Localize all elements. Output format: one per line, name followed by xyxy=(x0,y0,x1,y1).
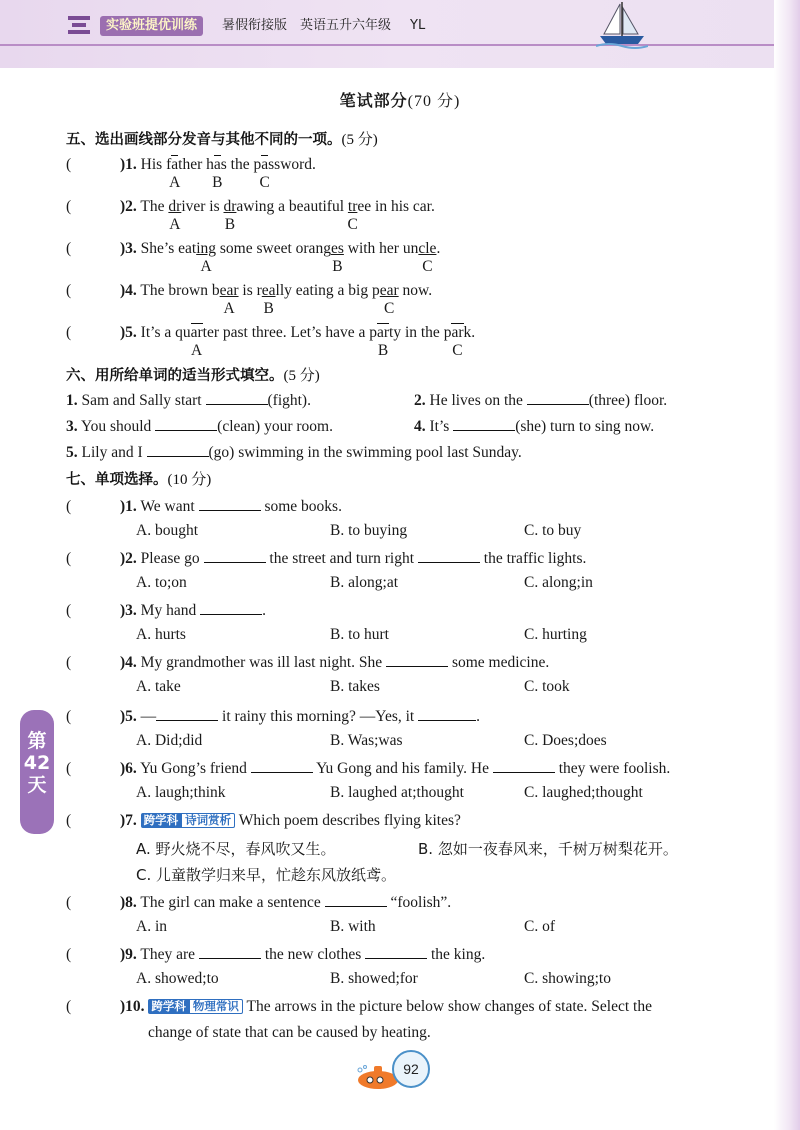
question-text: My hand xyxy=(140,602,197,619)
question-number: )9. xyxy=(120,946,137,963)
item-text: Lily and I xyxy=(81,444,143,461)
question-text: s the p xyxy=(220,156,262,173)
option-b: B. 忽如一夜春风来，千树万树梨花开。 xyxy=(418,840,678,858)
s7-question-3: ( )3. My hand . xyxy=(66,602,266,619)
question-text: lly eating a big p xyxy=(275,282,380,299)
answer-blank[interactable] xyxy=(200,600,262,615)
s7-question-2: ( )2. Please go the street and turn right the traffic lights. xyxy=(66,550,587,567)
question-text: ty in the p xyxy=(389,324,452,341)
question-text: They are xyxy=(140,946,196,963)
s6-item-5 xyxy=(66,442,522,462)
item-number: 1. xyxy=(66,392,78,409)
item-hint: (clean) your room. xyxy=(217,418,333,435)
item-number: 5. xyxy=(66,444,78,461)
question-text: Please go xyxy=(140,550,200,567)
option-c: C. of xyxy=(524,918,555,935)
answer-blank[interactable] xyxy=(418,706,476,721)
option-a: A. Did;did xyxy=(136,732,203,749)
question-text: We want xyxy=(140,498,195,515)
item-number: 4. xyxy=(414,418,426,435)
item-number: 3. xyxy=(66,418,78,435)
page-title xyxy=(0,88,800,111)
s6-item-3 xyxy=(66,416,333,436)
s5-question-1: ( )1. His fa A ther ha B s the pa C ssword. xyxy=(66,156,316,191)
question-text: The arrows in the picture below show changes of state. Select the xyxy=(246,998,652,1015)
side-tab-day: 42 xyxy=(23,752,51,774)
question-text: it rainy this morning? —Yes, it xyxy=(222,708,415,725)
item-hint: (fight). xyxy=(267,392,311,409)
question-text: ther h xyxy=(178,156,214,173)
question-number: )4. xyxy=(120,654,137,671)
s7-question-6: ( )6. Yu Gong’s friend Yu Gong and his family. He they were foolish. xyxy=(66,760,671,777)
section6-points: (5 分) xyxy=(283,368,320,384)
grade-label: 英语五升六年级 xyxy=(300,18,392,33)
page-number: 92 xyxy=(392,1050,430,1088)
option-b: B. along;at xyxy=(330,574,399,591)
s7-question-8: ( )8. The girl can make a sentence “foolish”. xyxy=(66,894,452,911)
option-b: B. laughed at;thought xyxy=(330,784,464,801)
question-number: )10. xyxy=(120,998,145,1015)
option-b: B. Was;was xyxy=(330,732,403,749)
question-number: )2. xyxy=(120,198,137,215)
edition-label: 暑假衔接版 xyxy=(222,18,288,33)
question-text: some medicine. xyxy=(451,654,550,671)
option-c-mark: a C xyxy=(259,156,270,191)
question-number: )3. xyxy=(120,602,137,619)
question-text: The brown b xyxy=(140,282,220,299)
option-b-mark: $\frac{es}{B}$ xyxy=(330,240,344,275)
question-number: )1. xyxy=(120,498,137,515)
question-text: My grandmother was ill last night. She xyxy=(140,654,383,671)
question-text: . xyxy=(476,708,480,725)
series-logo-icon xyxy=(66,14,92,36)
question-number: )5. xyxy=(120,708,137,725)
side-tab-suffix: 天 xyxy=(27,774,47,796)
question-text: . xyxy=(262,602,266,619)
question-text: some sweet orang xyxy=(216,240,331,257)
option-b-mark: $\frac{ea}{B}$ xyxy=(261,282,276,317)
s6-item-1 xyxy=(66,390,311,410)
page-edge-decoration xyxy=(774,0,800,1130)
question-number: )1. xyxy=(120,156,137,173)
subject-badge: 跨学科 xyxy=(141,813,182,828)
question-text: awing a beautiful xyxy=(236,198,348,215)
option-a: A. 野火烧不尽，春风吹又生。 xyxy=(136,840,336,858)
answer-blank[interactable] xyxy=(199,496,261,511)
s6-item-4 xyxy=(414,416,654,436)
s5-question-4: ( )4. The brown bear A is $r\frac{ea}{B}$ lly eating a big pear C now. xyxy=(66,282,433,317)
question-number: )8. xyxy=(120,894,137,911)
question-number: )7. xyxy=(120,812,137,829)
option-a: A. hurts xyxy=(136,626,186,643)
question-text: Which poem describes flying kites? xyxy=(238,812,461,829)
answer-blank[interactable] xyxy=(155,416,217,431)
side-tab-prefix: 第 xyxy=(27,730,47,752)
s7-question-7: ( )7. 跨学科 诗词赏析 Which poem describes flying kites? xyxy=(66,812,461,829)
question-text: It’s a qu xyxy=(140,324,191,341)
question-number: )6. xyxy=(120,760,137,777)
title-text: 笔试部分 xyxy=(339,91,408,110)
option-c-mark: ear C xyxy=(379,282,399,317)
item-number: 2. xyxy=(414,392,426,409)
option-a: A. laugh;think xyxy=(136,784,226,801)
item-hint: (go) swimming in the swimming pool last Sunday. xyxy=(208,444,522,461)
question-text: The girl can make a sentence xyxy=(140,894,321,911)
question-text: is r xyxy=(238,282,262,299)
s5-question-5: ( )5. It’s a quar A ter past three. Let’s have a par B ty in the par C k. xyxy=(66,324,476,359)
question-text: the new clothes xyxy=(264,946,362,963)
section7-heading xyxy=(66,468,211,489)
answer-blank[interactable] xyxy=(251,758,313,773)
day-side-tab xyxy=(20,710,54,834)
question-text: ter past three. Let’s have a p xyxy=(202,324,377,341)
option-c: C. laughed;thought xyxy=(524,784,643,801)
item-text: You should xyxy=(80,418,152,435)
title-score: (70 分) xyxy=(407,93,461,110)
topic-badge: 物理常识 xyxy=(189,999,243,1014)
answer-blank[interactable] xyxy=(156,706,218,721)
question-text: now. xyxy=(398,282,433,299)
answer-blank[interactable] xyxy=(365,944,427,959)
option-a-mark: ing A xyxy=(196,240,217,275)
section5-heading xyxy=(66,128,378,149)
option-a-mark: ar A xyxy=(190,324,203,359)
option-b: B. with xyxy=(330,918,376,935)
topic-badge: 诗词赏析 xyxy=(181,813,235,828)
series-title: 实验班提优训练 xyxy=(100,16,203,36)
answer-blank[interactable] xyxy=(147,442,209,457)
section7-points: (10 分) xyxy=(167,472,212,488)
option-c: C. hurting xyxy=(524,626,587,643)
sailboat-icon xyxy=(596,0,648,50)
s7-question-4: ( )4. My grandmother was ill last night. She some medicine. xyxy=(66,654,550,671)
s7-question-10: ( )10. 跨学科 物理常识 The arrows in the picture below show changes of state. Select the xyxy=(66,998,652,1015)
option-c: C. showing;to xyxy=(524,970,611,987)
answer-blank[interactable] xyxy=(204,548,266,563)
section7-heading-text: 七、单项选择。 xyxy=(66,472,168,488)
header-divider xyxy=(0,44,780,46)
item-text: He lives on the xyxy=(429,392,523,409)
option-b: B. to buying xyxy=(330,522,408,539)
s5-question-2: ( )2. The $\frac{dr}{A}$ iver is $\frac{dr}{B}$ awing a beautiful $\frac{tr}{C}$ ee in his car. xyxy=(66,198,435,233)
answer-blank[interactable] xyxy=(325,892,387,907)
subject-badge: 跨学科 xyxy=(148,999,189,1014)
question-number: )4. xyxy=(120,282,137,299)
option-c-mark: cle C xyxy=(418,240,437,275)
answer-blank[interactable] xyxy=(527,390,589,405)
s6-item-2 xyxy=(414,390,667,410)
question-text: She’s eat xyxy=(140,240,197,257)
question-text: k. xyxy=(463,324,476,341)
question-number: )3. xyxy=(120,240,137,257)
option-a: A. showed;to xyxy=(136,970,219,987)
question-text: some books. xyxy=(264,498,342,515)
item-text: It’s xyxy=(429,418,450,435)
question-text: His f xyxy=(140,156,172,173)
option-b-mark: ar B xyxy=(376,324,390,359)
item-hint: (three) floor. xyxy=(588,392,668,409)
option-c: C. Does;does xyxy=(524,732,607,749)
version-code: YL xyxy=(410,18,426,33)
option-a: A. in xyxy=(136,918,167,935)
option-c-mark: ar C xyxy=(451,324,464,359)
option-c: C. to buy xyxy=(524,522,582,539)
option-b: B. to hurt xyxy=(330,626,389,643)
option-c-mark: $\frac{tr}{C}$ xyxy=(347,198,358,233)
answer-blank[interactable] xyxy=(418,548,480,563)
question-text: . xyxy=(436,240,441,257)
option-a-mark: a A xyxy=(169,156,181,191)
item-text: Sam and Sally start xyxy=(81,392,202,409)
question-number: )2. xyxy=(120,550,137,567)
question-text: iver is xyxy=(181,198,224,215)
option-c: C. 儿童散学归来早，忙趁东风放纸鸢。 xyxy=(136,866,397,884)
option-c: C. along;in xyxy=(524,574,593,591)
question-text: with her un xyxy=(343,240,419,257)
section6-heading xyxy=(66,364,320,385)
s7-question-1: ( )1. We want some books. xyxy=(66,498,342,515)
question-text: “foolish”. xyxy=(390,894,452,911)
question-text: they were foolish. xyxy=(558,760,671,777)
s7-question-5: ( )5. — it rainy this morning? —Yes, it . xyxy=(66,708,480,725)
option-b-mark: a B xyxy=(212,156,223,191)
answer-blank[interactable] xyxy=(206,390,268,405)
answer-blank[interactable] xyxy=(199,944,261,959)
option-a: A. to;on xyxy=(136,574,187,591)
question-text: ssword. xyxy=(268,156,316,173)
question-text: the traffic lights. xyxy=(483,550,587,567)
s7-question-9: ( )9. They are the new clothes the king. xyxy=(66,946,486,963)
question-text: the king. xyxy=(430,946,486,963)
question-text: — xyxy=(140,708,157,725)
section6-heading-text: 六、用所给单词的适当形式填空。 xyxy=(66,368,284,384)
answer-blank[interactable] xyxy=(386,652,448,667)
answer-blank[interactable] xyxy=(493,758,555,773)
question-number: )5. xyxy=(120,324,137,341)
option-b-mark: $\frac{dr}{B}$ xyxy=(223,198,237,233)
question-text-continued: change of state that can be caused by heating. xyxy=(148,1024,431,1041)
section5-heading-text: 五、选出画线部分发音与其他不同的一项。 xyxy=(66,132,342,148)
question-text: ee in his car. xyxy=(357,198,435,215)
item-hint: (she) turn to sing now. xyxy=(515,418,655,435)
question-text: Yu Gong and his family. He xyxy=(316,760,489,777)
option-a-mark: ear A xyxy=(219,282,239,317)
option-a: A. take xyxy=(136,678,181,695)
answer-blank[interactable] xyxy=(453,416,515,431)
section5-points: (5 分) xyxy=(341,132,378,148)
option-a-mark: $\frac{dr}{A}$ xyxy=(168,198,182,233)
question-text: The xyxy=(140,198,169,215)
option-b: B. takes xyxy=(330,678,380,695)
s5-question-3: ( )3. She’s eating A some sweet $orang\frac{es}{B}$ with her uncle C . xyxy=(66,240,441,275)
question-text: Yu Gong’s friend xyxy=(140,760,247,777)
question-text: the street and turn right xyxy=(269,550,415,567)
option-b: B. showed;for xyxy=(330,970,418,987)
option-c: C. took xyxy=(524,678,570,695)
option-a: A. bought xyxy=(136,522,198,539)
